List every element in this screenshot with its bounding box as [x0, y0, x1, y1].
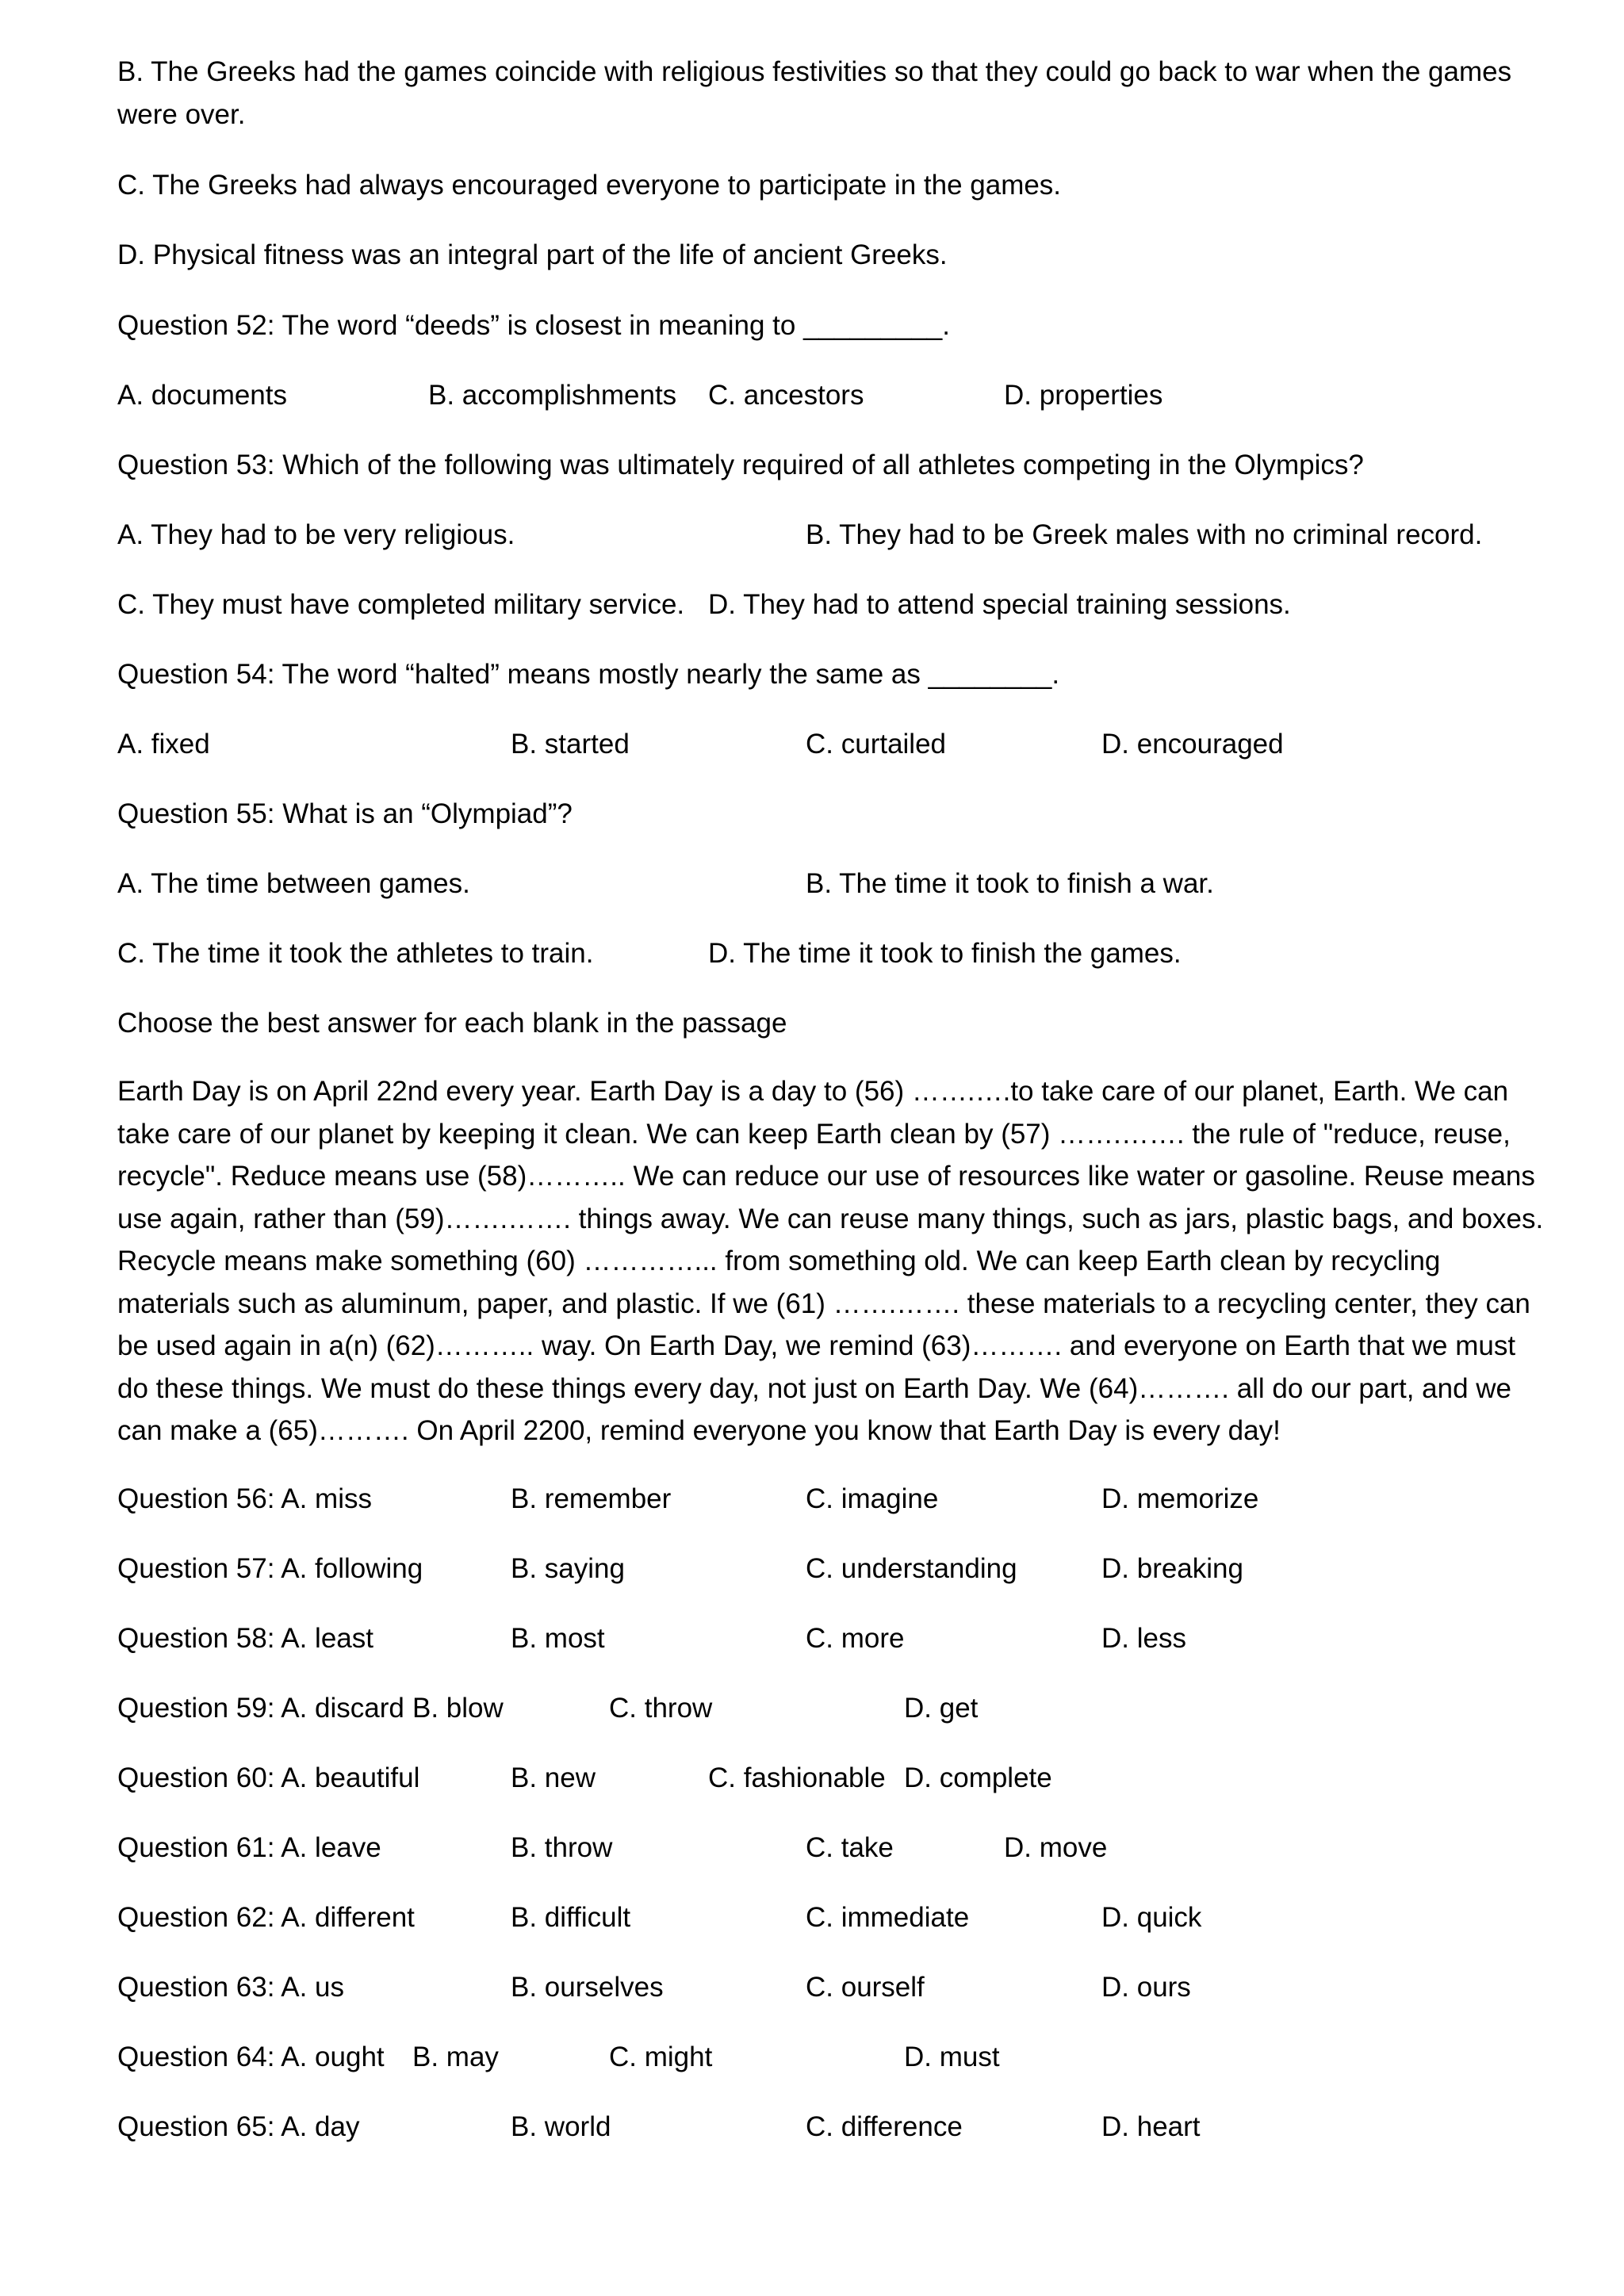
q55-option-a: A. The time between games.: [117, 868, 470, 899]
q62-stem-option-a: Question 62: A. different: [117, 1902, 415, 1933]
q59-stem-option-a: Question 59: A. discard: [117, 1693, 404, 1724]
q63-option-d: D. ours: [1101, 1972, 1191, 2003]
question-53-options-row2: [117, 584, 1545, 626]
section-instruction: Choose the best answer for each blank in the passage: [117, 1008, 787, 1039]
q55-option-b: B. The time it took to finish a war.: [806, 868, 1214, 899]
question-57-row: [117, 1548, 1545, 1590]
q52-option-c: C. ancestors: [708, 380, 864, 411]
option-d-text: D. Physical fitness was an integral part of the life of ancient Greeks.: [117, 239, 948, 270]
question-55-stem: Question 55: What is an “Olympiad”?: [117, 798, 573, 829]
q57-option-d: D. breaking: [1101, 1553, 1243, 1584]
q53-option-c: C. They must have completed military service.: [117, 589, 685, 620]
question-55-options-row2: [117, 932, 1545, 974]
option-c-text: C. The Greeks had always encouraged everyone to participate in the games.: [117, 170, 1062, 201]
question-52-stem: Question 52: The word “deeds” is closest in meaning to _________.: [117, 310, 950, 341]
q59-option-b: B. blow: [412, 1693, 504, 1724]
option-b-text: B. The Greeks had the games coincide with religious festivities so that they could go back to war when the games were over.: [117, 56, 1512, 130]
q55-option-d: D. The time it took to finish the games.: [708, 938, 1182, 969]
q58-option-c: C. more: [806, 1623, 905, 1654]
q57-stem-option-a: Question 57: A. following: [117, 1553, 423, 1584]
q61-option-b: B. throw: [511, 1832, 613, 1863]
q58-option-d: D. less: [1101, 1623, 1186, 1654]
q57-option-b: B. saying: [511, 1553, 625, 1584]
question-56-row: [117, 1478, 1545, 1520]
q61-stem-option-a: Question 61: A. leave: [117, 1832, 381, 1863]
q63-option-b: B. ourselves: [511, 1972, 664, 2003]
q56-option-c: C. imagine: [806, 1483, 939, 1514]
question-52-options: [117, 374, 1545, 416]
q52-option-d: D. properties: [1004, 380, 1163, 411]
q61-option-d: D. move: [1004, 1832, 1108, 1863]
q53-option-a: A. They had to be very religious.: [117, 519, 515, 550]
question-60-row: [117, 1757, 1545, 1799]
q65-option-b: B. world: [511, 2111, 611, 2142]
question-54-stem: Question 54: The word “halted” means mostly nearly the same as ________.: [117, 659, 1060, 690]
question-53-stem: Question 53: Which of the following was ultimately required of all athletes competing in the Olympics?: [117, 450, 1364, 480]
q61-option-c: C. take: [806, 1832, 894, 1863]
q57-option-c: C. understanding: [806, 1553, 1017, 1584]
q54-option-c: C. curtailed: [806, 729, 947, 760]
question-55-options-row1: [117, 863, 1545, 905]
question-53-options-row1: [117, 514, 1545, 556]
q64-option-c: C. might: [609, 2042, 713, 2072]
q65-stem-option-a: Question 65: A. day: [117, 2111, 360, 2142]
q54-option-a: A. fixed: [117, 729, 210, 760]
q55-option-c: C. The time it took the athletes to train.: [117, 938, 594, 969]
q58-stem-option-a: Question 58: A. least: [117, 1623, 373, 1654]
q58-option-b: B. most: [511, 1623, 605, 1654]
q62-option-d: D. quick: [1101, 1902, 1202, 1933]
q64-option-d: D. must: [904, 2042, 1000, 2072]
reading-passage: Earth Day is on April 22nd every year. Earth Day is a day to (56) …….….to take care of our planet, Earth. We can take care of our planet by keeping it clean. We can keep Earth clean by (57) …….……. the rule of "reduce, reuse, recycle". Reduce means use (58)……….. We can reduce our use of resources like water or gasoline. Reuse means use again, rather than (59)…….……. things away. We can reuse many things, such as jars, plastic bags, and boxes. Recycle means make something (60) …………... from something old. We can keep Earth clean by recycling materials such as aluminum, paper, and plastic. If we (61) …….……. these materials to a recycling center, they can be used again in a(n) (62)……….. way. On Earth Day, we remind (63)………. and everyone on Earth that we must do these things. We must do these things every day, not just on Earth Day. We (64)………. all do our part, and we can make a (65)………. On April 2200, remind everyone you know that Earth Day is every day!: [117, 1076, 1544, 1446]
q54-option-d: D. encouraged: [1101, 729, 1284, 760]
q56-stem-option-a: Question 56: A. miss: [117, 1483, 372, 1514]
question-62-row: [117, 1896, 1545, 1938]
question-58-row: [117, 1617, 1545, 1659]
q52-option-b: B. accomplishments: [428, 380, 677, 411]
q56-option-d: D. memorize: [1101, 1483, 1259, 1514]
q62-option-c: C. immediate: [806, 1902, 970, 1933]
question-54-options: [117, 723, 1545, 765]
q65-option-c: C. difference: [806, 2111, 963, 2142]
q59-option-c: C. throw: [609, 1693, 713, 1724]
question-59-row: [117, 1687, 1545, 1729]
q52-option-a: A. documents: [117, 380, 287, 411]
q53-option-d: D. They had to attend special training sessions.: [708, 589, 1291, 620]
q65-option-d: D. heart: [1101, 2111, 1201, 2142]
q60-stem-option-a: Question 60: A. beautiful: [117, 1762, 420, 1793]
q54-option-b: B. started: [511, 729, 630, 760]
question-65-row: [117, 2106, 1545, 2148]
q60-option-d: D. complete: [904, 1762, 1052, 1793]
question-64-row: [117, 2036, 1545, 2078]
q63-option-c: C. ourself: [806, 1972, 925, 2003]
q60-option-c: C. fashionable: [708, 1762, 886, 1793]
q64-option-b: B. may: [412, 2042, 499, 2072]
question-61-row: [117, 1827, 1545, 1869]
q59-option-d: D. get: [904, 1693, 979, 1724]
q62-option-b: B. difficult: [511, 1902, 631, 1933]
q63-stem-option-a: Question 63: A. us: [117, 1972, 345, 2003]
q56-option-b: B. remember: [511, 1483, 672, 1514]
q64-stem-option-a: Question 64: A. ought: [117, 2042, 385, 2072]
document-page: [117, 0, 1545, 2296]
question-63-row: [117, 1966, 1545, 2008]
q53-option-b: B. They had to be Greek males with no criminal record.: [806, 519, 1483, 550]
q60-option-b: B. new: [511, 1762, 596, 1793]
